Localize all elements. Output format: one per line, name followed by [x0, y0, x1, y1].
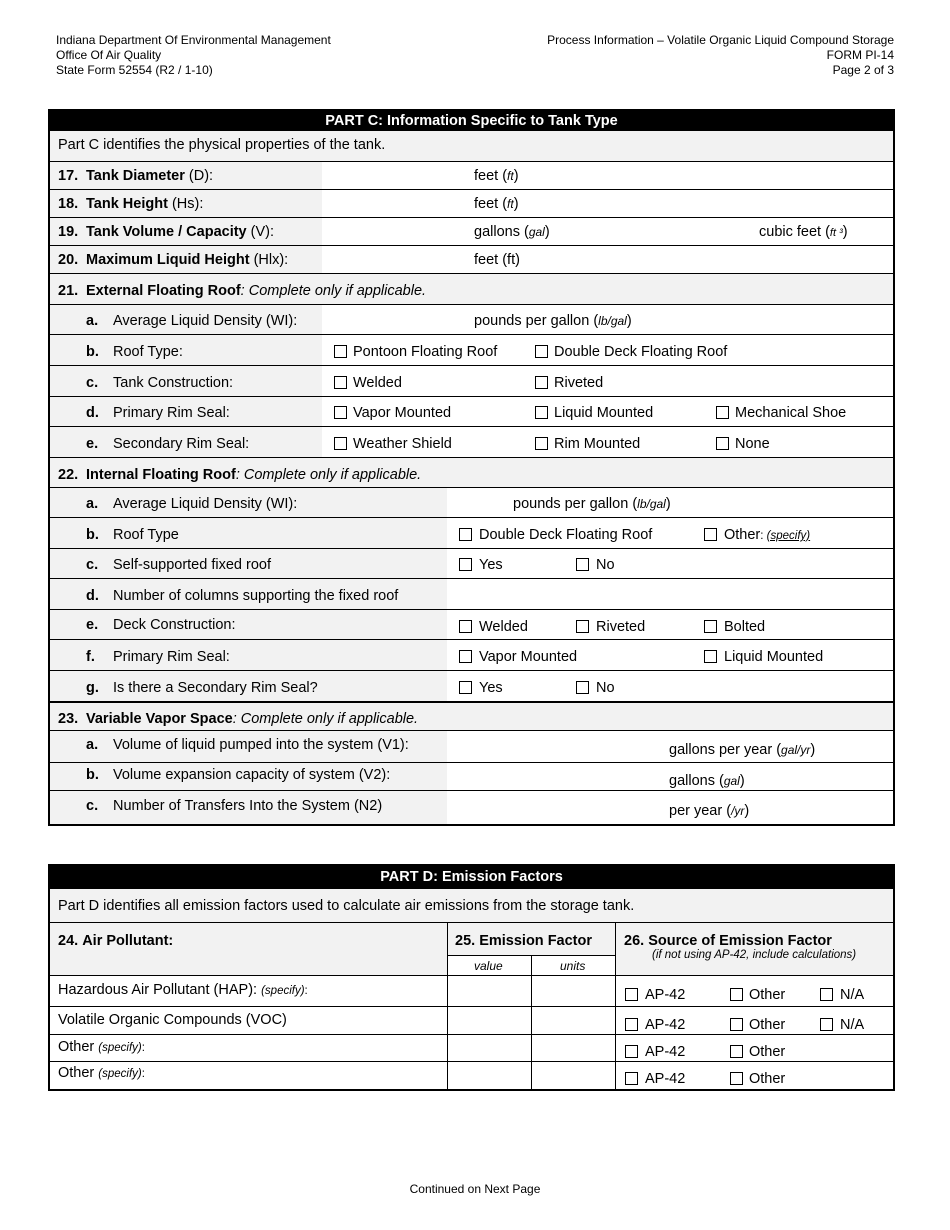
q18-unit: feet (ft): [474, 196, 519, 212]
voc-na-checkbox[interactable]: [820, 1018, 833, 1031]
deck-bolted-checkbox[interactable]: [704, 620, 717, 633]
ifr-other-checkbox[interactable]: [704, 528, 717, 541]
q23b-unit: gallons (gal): [669, 773, 745, 789]
q23a-row: a. Volume of liquid pumped into the system (V1): gallons per year (gal/yr): [50, 730, 893, 762]
q18-label: Tank Height: [86, 196, 168, 212]
q22c-label: Self-supported fixed roof: [113, 557, 271, 573]
other-2-units-input[interactable]: [532, 1062, 614, 1088]
q22e-row: e. Deck Construction: Welded Riveted Bolted: [50, 609, 893, 639]
units-subheader: units: [560, 959, 586, 973]
agency-header: [56, 33, 331, 78]
secondary-seal-no-checkbox[interactable]: [576, 681, 589, 694]
efr-vapor-mounted-checkbox[interactable]: [334, 406, 347, 419]
q22f-label: Primary Rim Seal:: [113, 649, 230, 665]
q23b-row: b. Volume expansion capacity of system (V2): gallons (gal): [50, 762, 893, 790]
efr-mechanical-shoe-checkbox[interactable]: [716, 406, 729, 419]
efr-liquid-mounted-checkbox[interactable]: [535, 406, 548, 419]
q23a-label: Volume of liquid pumped into the system (V1):: [113, 737, 409, 753]
air-pollutant-header: 24. Air Pollutant:: [58, 933, 174, 949]
part-c-table: [48, 109, 895, 826]
q22g-label: Is there a Secondary Rim Seal?: [113, 680, 318, 696]
part-c-title: PART C: Information Specific to Tank Type: [50, 111, 893, 131]
other-row-2: Other (specify): AP-42 Other: [50, 1061, 893, 1089]
q20-label: Maximum Liquid Height: [86, 252, 250, 268]
transfers-input[interactable]: [452, 791, 662, 824]
voc-other-checkbox[interactable]: [730, 1018, 743, 1031]
efr-double-deck-checkbox[interactable]: [535, 345, 548, 358]
hap-units-input[interactable]: [532, 976, 614, 1006]
q20-row: 20. Maximum Liquid Height (Hlx): feet (ft): [50, 245, 893, 273]
part-d-column-headers: [50, 922, 893, 975]
office-name: Office Of Air Quality: [56, 48, 162, 62]
other-1-value-input[interactable]: [448, 1035, 530, 1061]
q22c-row: c. Self-supported fixed roof Yes No: [50, 548, 893, 578]
q17-label: Tank Diameter: [86, 168, 185, 184]
q21c-row: c. Tank Construction: Welded Riveted: [50, 365, 893, 396]
voc-units-input[interactable]: [532, 1007, 614, 1034]
part-d-title: PART D: Emission Factors: [50, 866, 893, 889]
q22g-row: g. Is there a Secondary Rim Seal? Yes No: [50, 670, 893, 701]
q23-header-row: 23. Variable Vapor Space: Complete only if applicable.: [50, 701, 893, 730]
other-2-value-input[interactable]: [448, 1062, 530, 1088]
q21d-row: d. Primary Rim Seal: Vapor Mounted Liquid Mounted Mechanical Shoe: [50, 396, 893, 426]
q21b-row: b. Roof Type: Pontoon Floating Roof Double Deck Floating Roof: [50, 334, 893, 365]
other-1-other-checkbox[interactable]: [730, 1045, 743, 1058]
q22b-label: Roof Type: [113, 527, 179, 543]
q23a-unit: gallons per year (gal/yr): [669, 742, 816, 758]
tank-volume-gallons-input[interactable]: [330, 218, 470, 245]
state-form-number: State Form 52554 (R2 / 1-10): [56, 63, 213, 77]
efr-pontoon-checkbox[interactable]: [334, 345, 347, 358]
form-title: Process Information – Volatile Organic Liquid Compound Storage: [547, 33, 894, 47]
other-row-1: Other (specify): AP-42 Other: [50, 1034, 893, 1061]
q23c-unit: per year (/yr): [669, 803, 750, 819]
q22d-row: d. Number of columns supporting the fixed roof: [50, 578, 893, 609]
q19-unit-cubic-feet: cubic feet (ft ³): [759, 224, 848, 240]
continued-footer: Continued on Next Page: [409, 1182, 541, 1196]
efr-weather-shield-checkbox[interactable]: [334, 437, 347, 450]
hap-ap42-checkbox[interactable]: [625, 988, 638, 1001]
self-supported-no-checkbox[interactable]: [576, 558, 589, 571]
q22-header-row: 22. Internal Floating Roof: Complete only if applicable.: [50, 457, 893, 487]
ifr-liquid-density-input[interactable]: [452, 488, 507, 517]
q21a-label: Average Liquid Density (WI):: [113, 313, 298, 329]
q22a-label: Average Liquid Density (WI):: [113, 496, 298, 512]
ifr-double-deck-checkbox[interactable]: [459, 528, 472, 541]
source-header: 26. Source of Emission Factor: [624, 933, 832, 949]
max-liquid-height-input[interactable]: [330, 246, 470, 273]
other-2-label: Other (specify):: [58, 1065, 145, 1081]
hap-row: Hazardous Air Pollutant (HAP): (specify): AP-42 Other N/A: [50, 975, 893, 1006]
q19-unit-gallons: gallons (gal): [474, 224, 550, 240]
other-1-units-input[interactable]: [532, 1035, 614, 1061]
tank-volume-cubic-feet-input[interactable]: [610, 218, 750, 245]
tank-height-input[interactable]: [330, 190, 470, 217]
q22-label: Internal Floating Roof: [86, 467, 236, 483]
q22a-row: a. Average Liquid Density (WI): pounds per gallon (lb/gal): [50, 487, 893, 517]
q20-unit: feet (ft): [474, 252, 520, 268]
q18-row: 18. Tank Height (Hs): feet (ft): [50, 189, 893, 217]
part-c-intro: Part C identifies the physical properties of the tank.: [58, 137, 386, 153]
q21c-label: Tank Construction:: [113, 375, 234, 391]
voc-ap42-checkbox[interactable]: [625, 1018, 638, 1031]
q21a-unit: pounds per gallon (lb/gal): [474, 313, 632, 329]
q22e-label: Deck Construction:: [113, 617, 236, 633]
q21b-label: Roof Type:: [113, 344, 183, 360]
efr-none-checkbox[interactable]: [716, 437, 729, 450]
q23c-row: c. Number of Transfers Into the System (N2) per year (/yr): [50, 790, 893, 824]
emission-factor-header: 25. Emission Factor: [455, 933, 593, 949]
deck-welded-checkbox[interactable]: [459, 620, 472, 633]
q22b-row: b. Roof Type Double Deck Floating Roof Other: (specify): [50, 517, 893, 548]
other-2-ap42-checkbox[interactable]: [625, 1072, 638, 1085]
other-1-label: Other (specify):: [58, 1039, 145, 1055]
efr-liquid-density-input[interactable]: [330, 305, 470, 334]
hap-other-checkbox[interactable]: [730, 988, 743, 1001]
q21e-row: e. Secondary Rim Seal: Weather Shield Rim Mounted None: [50, 426, 893, 457]
q23-label: Variable Vapor Space: [86, 711, 233, 727]
pumped-volume-input[interactable]: [452, 731, 662, 762]
q19-row: 19. Tank Volume / Capacity (V): gallons (gal) cubic feet (ft ³): [50, 217, 893, 245]
hap-value-input[interactable]: [448, 976, 530, 1006]
q21e-label: Secondary Rim Seal:: [113, 436, 250, 452]
column-count-input[interactable]: [450, 579, 890, 609]
efr-riveted-checkbox[interactable]: [535, 376, 548, 389]
part-c-intro-row: [50, 131, 893, 161]
other-2-other-checkbox[interactable]: [730, 1072, 743, 1085]
voc-value-input[interactable]: [448, 1007, 530, 1034]
hap-label: Hazardous Air Pollutant (HAP): (specify):: [58, 982, 308, 998]
q17-unit: feet (ft): [474, 168, 519, 184]
q22a-unit: pounds per gallon (lb/gal): [513, 496, 671, 512]
q21-label: External Floating Roof: [86, 283, 241, 299]
efr-welded-checkbox[interactable]: [334, 376, 347, 389]
secondary-seal-yes-checkbox[interactable]: [459, 681, 472, 694]
page-number: Page 2 of 3: [832, 63, 894, 77]
source-note: (if not using AP-42, include calculations): [652, 949, 857, 961]
ifr-vapor-mounted-checkbox[interactable]: [459, 650, 472, 663]
part-d-table: [48, 864, 895, 1091]
other-1-ap42-checkbox[interactable]: [625, 1045, 638, 1058]
q23c-label: Number of Transfers Into the System (N2): [113, 798, 383, 814]
tank-diameter-input[interactable]: [330, 162, 470, 189]
ifr-other-specify: (specify): [766, 530, 811, 542]
q21-header-row: 21. External Floating Roof: Complete only if applicable.: [50, 273, 893, 304]
value-subheader: value: [474, 959, 503, 973]
voc-label: Volatile Organic Compounds (VOC): [58, 1012, 287, 1028]
form-code: FORM PI-14: [826, 48, 894, 62]
q21a-row: a. Average Liquid Density (WI): pounds per gallon (lb/gal): [50, 304, 893, 334]
deck-riveted-checkbox[interactable]: [576, 620, 589, 633]
expansion-capacity-input[interactable]: [452, 763, 662, 790]
q23b-label: Volume expansion capacity of system (V2):: [113, 767, 391, 783]
q17-row: 17. Tank Diameter (D): feet (ft): [50, 161, 893, 189]
q22f-row: f. Primary Rim Seal: Vapor Mounted Liquid Mounted: [50, 639, 893, 670]
hap-na-checkbox[interactable]: [820, 988, 833, 1001]
agency-name: Indiana Department Of Environmental Management: [56, 33, 331, 47]
voc-row: Volatile Organic Compounds (VOC) AP-42 Other N/A: [50, 1006, 893, 1034]
self-supported-yes-checkbox[interactable]: [459, 558, 472, 571]
ifr-liquid-mounted-checkbox[interactable]: [704, 650, 717, 663]
q19-label: Tank Volume / Capacity: [86, 224, 247, 240]
form-header: [547, 33, 894, 78]
part-d-intro: Part D identifies all emission factors used to calculate air emissions from the storage tank.: [58, 898, 635, 914]
part-d-intro-row: [50, 889, 893, 922]
q22d-label: Number of columns supporting the fixed roof: [113, 588, 399, 604]
efr-rim-mounted-checkbox[interactable]: [535, 437, 548, 450]
q21d-label: Primary Rim Seal:: [113, 405, 230, 421]
